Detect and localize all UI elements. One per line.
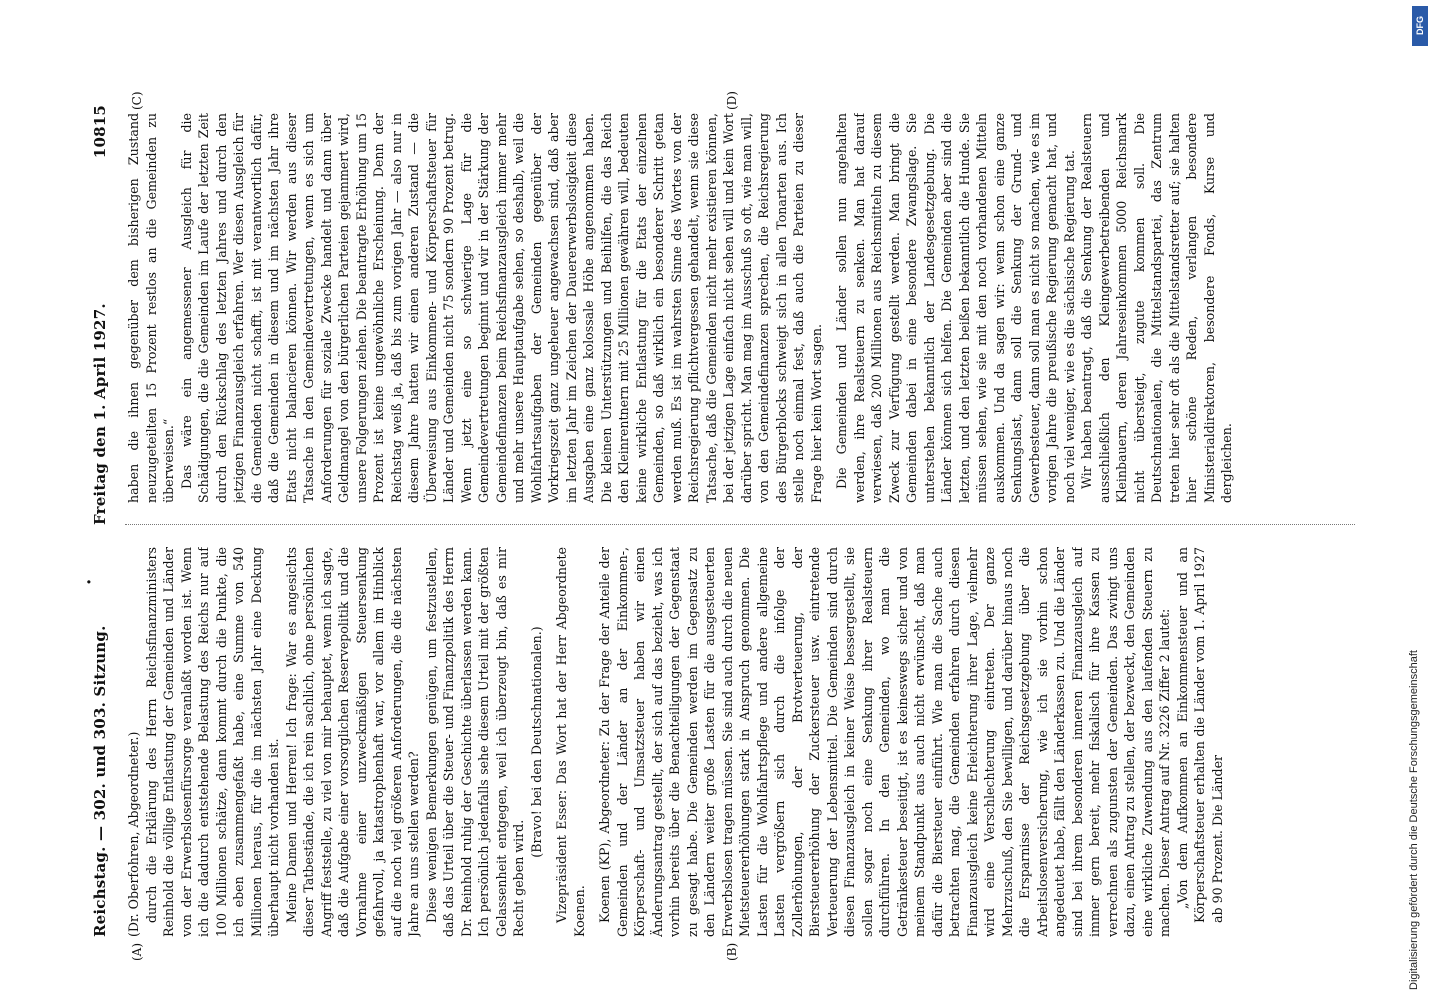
margin-label-b: (B) bbox=[725, 942, 739, 961]
rotated-document-page bbox=[79, 85, 1370, 965]
header-dot-mark: · bbox=[79, 578, 100, 585]
paragraph: Wir haben beantragt, daß die Senkung der Realsteuern ausschließlich den Kleingewerbetreibenden und Kleinbauern, deren Jahreseinkommen 5000 Reichsmark nicht übersteigt, zugute kommen soll. Die Deutschnationalen, die Mittelstandspartei, das Zentrum treten hier sehr oft als die Mittelstandsretter auf; sie halten hier schöne Reden, verlangen besondere Ministerialdirektoren, besondere Fonds, Kurse und dergleichen. bbox=[1079, 113, 1234, 503]
paragraph: durch die Erklärung des Herrn Reichsfinanzministers Reinhold die völlige Entlastung der Gemeinden und Länder von der Erwerbslosenfürsorge veranlaßt worden ist. Wenn ich die dadurch entstehende Belastung des Reichs nur auf 100 Millionen schätze, dann kommt durch die Punkte, die ich eben zusammengefaßt habe, eine Summe von 540 Millionen heraus, für die im nächsten Jahr eine Deckung überhaupt nicht vorhanden ist. bbox=[143, 547, 281, 937]
margin-label-d: (D) bbox=[725, 91, 739, 110]
speaker-continuation: (Dr. Oberfohren, Abgeordneter.) bbox=[126, 731, 141, 937]
quoted-motion-continuation: haben die ihnen gegenüber dem bisherigen Zustand neuzugeteilten 15 Prozent restlos an die Gemeinden zu überweisen.“ bbox=[126, 113, 176, 503]
applause-note: (Bravo! bei den Deutschnationalen.) bbox=[528, 626, 544, 858]
left-text-column bbox=[125, 547, 1355, 937]
column-divider bbox=[125, 524, 1355, 525]
margin-label-a: (A) bbox=[130, 942, 144, 961]
page-header bbox=[79, 85, 115, 965]
header-session-title: Reichstag. — 302. und 303. Sitzung. bbox=[91, 625, 109, 937]
quoted-motion: „Von dem Aufkommen an Einkommensteuer und an Körperschaftsteuer erhalten die Länder vom 1. April 1927 ab 90 Prozent. Die Länder bbox=[1174, 547, 1225, 923]
chair-announcement: Vizepräsident Esser: Das Wort hat der Herr Abgeordnete Koenen. bbox=[554, 547, 587, 937]
header-date: Freitag den 1. April 1927. bbox=[91, 303, 109, 525]
page-number: 10815 bbox=[91, 105, 109, 159]
paragraph: Das wäre ein angemessener Ausgleich für die Schädigungen, die die Gemeinden im Laufe der letzten Zeit durch den Rückschlag des letzten Jahres und durch den jetzigen Finanzausgleich erfahren. Wer diesen Ausgleich für die Gemeinden nicht schafft, ist mit verantwortlich dafür, daß die Gemeinden in diesem und im nächsten Jahr ihre Etats nicht balancieren können. Wir werden aus dieser Tatsache in den Gemeindevertretungen, wenn es sich um Anforderungen für soziale Zwecke handelt und dann über Geldmangel von den bürgerlichen Parteien gejammert wird, unsere Folgerungen ziehen. Die beantragte Erhöhung um 15 Prozent ist keine ungewöhnliche Erscheinung. Denn der Reichstag weiß ja, daß bis zum vorigen Jahr — also nur in diesem Jahre hatten wir einen anderen Zustand — die Überweisung aus Einkommen- und Körperschaftsteuer für Länder und Gemeinden nicht 75 sondern 90 Prozent betrug. Wenn jetzt eine so schwierige Lage für die Gemeindevertretungen beginnt und wir in der Stärkung der Gemeindefinanzen beim Reichsfinanzausgleich immer mehr und mehr unsere Hauptaufgabe sehen, so deshalb, weil die Wohlfahrtsaufgaben der Gemeinden gegenüber der Vorkriegszeit ganz ungeheuer angewachsen sind, daß aber im letzten Jahr im Zeichen der Dauererwerbslosigkeit diese Ausgaben eine ganz kolossale Höhe angenommen haben. Die kleinen Unterstützungen und Beihilfen, die das Reich den Kleinrentnern mit 25 Millionen gewähren will, bedeuten keine wirkliche Entlastung für die Etats der einzelnen Gemeinden, so daß wirklich ein besonderer Schritt getan werden muß. Es ist im wahrsten Sinne des Wortes von der Reichsregierung pflichtvergessen gehandelt, wenn sie diese Tatsache, daß die Gemeinden nicht mehr existieren können, bei der jetzigen Lage einfach nicht sehen will und kein Wort darüber spricht. Man mag im Ausschuß so oft, wie man will, von den Gemeindefinanzen sprechen, die Reichsregierung des Bürgerblocks schweigt sich in allen Tonarten aus. Ich stelle noch einmal fest, daß auch die Parteien zu dieser Frage hier kein Wort sagen. bbox=[178, 113, 824, 503]
paragraph: Meine Damen und Herren! Ich frage: War es angesichts dieser Tatbestände, die ich rein sachlich, ohne persönlichen Angriff feststelle, zu viel von mir behauptet, wenn ich sagte, daß die Aufgabe einer vorsorglichen Reservepolitik und die Vornahme einer unzweckmäßigen Steuersenkung gefahrvoll, ja katastrophenhaft war, vor allem im Hinblick auf die noch viel größeren Anforderungen, die die nächsten Jahre an uns stellen werden? bbox=[283, 547, 421, 937]
speech-koenen: Koenen (KP), Abgeordneter: Zu der Frage der Anteile der Gemeinden und der Länder an der Einkommen-, Körperschaft- und Umsatzsteuer haben wir einen Änderungsantrag gestellt, der sich auf das bezieht, was ich vorhin bereits über die Benachteiligungen der Gegenstaat zu gesagt habe. Die Gemeinden werden im Gegensatz zu den Ländern weiter große Lasten für die ausgesteuerten Erwerbslosen tragen müssen. Sie sind auch durch die neuen Mietsteuererhöhungen stark in Anspruch genommen. Die Lasten für die Wohlfahrtspflege und andere allgemeine Lasten vergrößern sich durch die infolge der Zollerhöhungen, der Brotverteuerung, der Biersteuererhöhung der Zuckersteuer usw. eintretende Verteuerung der Lebensmittel. Die Gemeinden sind durch diesen Finanzausgleich in keiner Weise bessergestellt, sie sollen sogar noch eine Senkung ihrer Realsteuern durchführen. In den Gemeinden, wo man die Getränkesteuer beseitigt, ist es keineswegs sicher und von meinem Standpunkt aus auch nicht erwünscht, daß man dafür die Biersteuer einführt. Wie man die Sache auch betrachten mag, die Gemeinden erfahren durch diesen Finanzausgleich keine Erleichterung ihrer Lage, vielmehr wird eine Verschlechterung eintreten. Der ganze Mehrzuschuß, den Sie bewilligen, und darüber hinaus noch die Ersparnisse der Reichsgesetzgebung über die Arbeitslosenversicherung, wie ich sie vorhin schon angedeutet habe, fällt den Länderkassen zu. Und die Länder sind bei ihrem besonderen inneren Finanzausgleich auf immer gern bereit, mehr fiskalisch für ihre Kassen zu verrechnen als zugunsten der Gemeinden. Das zwingt uns dazu, einen Antrag zu stellen, der bezweckt, den Gemeinden eine wirkliche Zuwendung aus den laufenden Steuern zu machen. Dieser Antrag auf Nr. 3226 Ziffer 2 lautet: bbox=[597, 547, 1172, 937]
dfg-logo-icon: DFG bbox=[1412, 6, 1428, 46]
paragraph: Diese wenigen Bemerkungen genügen, um festzustellen, daß das Urteil über die Steuer- und Finanzpolitik des Herrn Dr. Reinhold ruhig der Geschichte überlassen werden kann. Ich persönlich jedenfalls sehe diesem Urteil mit der größten Gelassenheit entgegen, weil ich überzeugt bin, daß es mir Recht geben wird. bbox=[423, 547, 526, 937]
paragraph: Die Gemeinden und Länder sollen nun angehalten werden, ihre Realsteuern zu senken. Man hat darauf verwiesen, daß 200 Millionen aus Reichsmitteln zu diesem Zweck zur Verfügung gestellt werden. Man bringt die Gemeinden dabei in eine besondere Zwangslage. Sie unterstehen bekanntlich der Landesgesetzgebung. Die Länder können sich helfen. Die Gemeinden aber sind die letzten, und den letzten beißen bekanntlich die Hunde. Sie müssen sehen, wie sie mit den noch vorhandenen Mitteln auskommen. Und da sagen wir: wenn schon eine ganze Senkungslast, dann soll die Senkung der Grund- und Gewerbesteuer, dann soll man es nicht so machen, wie es im vorigen Jahre die preußische Regierung gemacht hat, und noch viel weniger, wie es die sächsische Regierung tat. bbox=[834, 113, 1077, 503]
right-text-column bbox=[125, 113, 1355, 503]
digitization-credit: Digitalisierung gefördert durch die Deutsche Forschungsgemeinschaft bbox=[1408, 650, 1420, 990]
margin-label-c: (C) bbox=[130, 91, 144, 110]
